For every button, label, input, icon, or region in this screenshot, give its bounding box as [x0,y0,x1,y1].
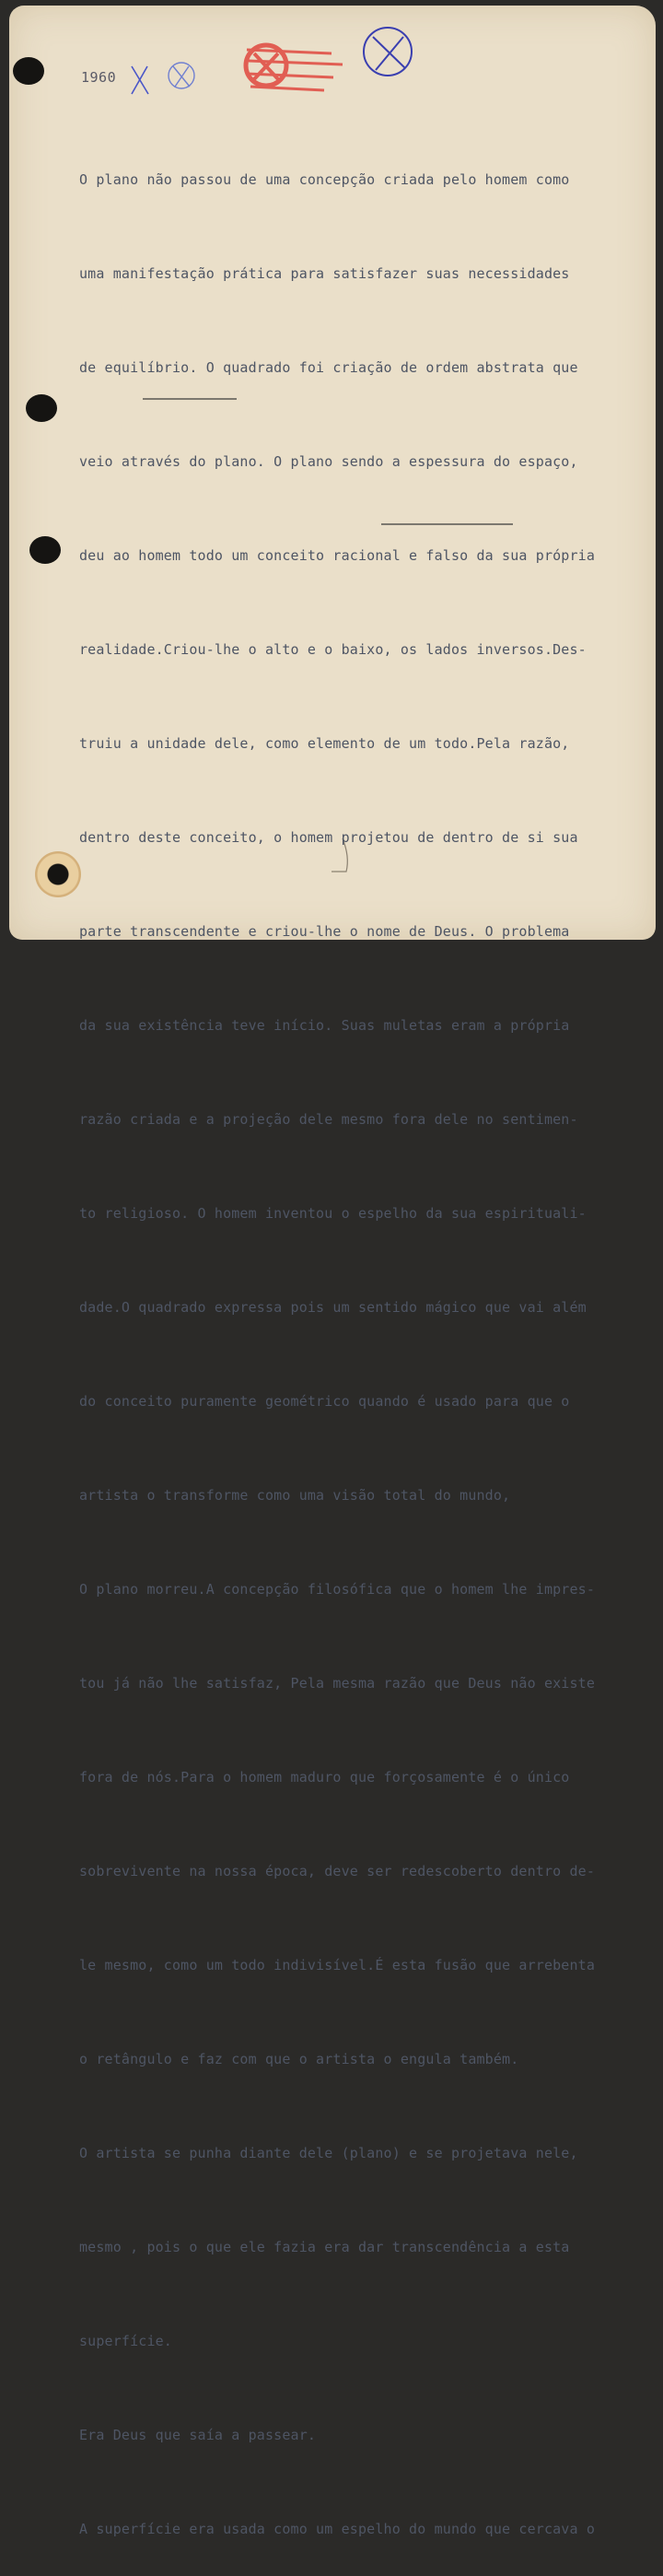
text-line: mesmo , pois o que ele fazia era dar transcendência a esta [79,2239,570,2255]
circled-x-mark-icon [169,63,194,88]
document-year: 1960 [81,69,117,86]
text-line: Era Deus que saía a passear. [79,2427,317,2443]
text-line: O plano morreu.A concepção filosófica que o homem lhe impres- [79,1581,596,1598]
text-line: deu ao homem todo um conceito racional e falso da sua própria [79,547,596,564]
text-line: razão criada e a projeção dele mesmo fora dele no sentimen- [79,1111,578,1128]
text-line: realidade.Criou-lhe o alto e o baixo, os lados inversos.Des- [79,641,587,658]
text-line: artista o transforme como uma visão total do mundo, [79,1487,511,1504]
text-line: le mesmo, como um todo indivisível.É esta fusão que arrebenta [79,1957,596,1973]
text-line: sobrevivente na nossa época, deve ser redescoberto dentro de- [79,1863,596,1879]
text-line: superfície. [79,2333,172,2349]
text-line: O plano não passou de uma concepção criada pelo homem como [79,171,570,188]
red-scribble-mark-icon [246,45,343,90]
text-line: dade.O quadrado expressa pois um sentido mágico que vai além [79,1299,587,1316]
text-line: o retângulo e faz com que o artista o engula também. [79,2051,519,2067]
text-line: O artista se punha diante dele (plano) e se projetava nele, [79,2145,578,2161]
x-mark-icon [132,66,148,94]
text-line: dentro deste conceito, o homem projetou de dentro de si sua [79,829,578,846]
text-line: to religioso. O homem inventou o espelho da sua espirituali- [79,1205,587,1222]
typed-body-text [79,101,650,2576]
text-line: A superfície era usada como um espelho do mundo que cercava o [79,2521,596,2537]
text-line: de equilíbrio. O quadrado foi criação de ordem abstrata que [79,359,578,376]
text-line: veio através do plano. O plano sendo a espessura do espaço, [79,453,578,470]
text-line: do conceito puramente geométrico quando é usado para que o [79,1393,570,1410]
text-line: tou já não lhe satisfaz, Pela mesma razão que Deus não existe [79,1675,596,1692]
text-line: fora de nós.Para o homem maduro que forçosamente é o único [79,1769,570,1786]
text-line: da sua existência teve início. Suas muletas eram a própria [79,1017,570,1034]
text-line: uma manifestação prática para satisfazer suas necessidades [79,265,570,282]
text-line: parte transcendente e criou-lhe o nome de Deus. O problema [79,923,570,940]
blue-circled-x-mark-icon [364,28,412,76]
text-line: truiu a unidade dele, como elemento de um todo.Pela razão, [79,735,570,752]
